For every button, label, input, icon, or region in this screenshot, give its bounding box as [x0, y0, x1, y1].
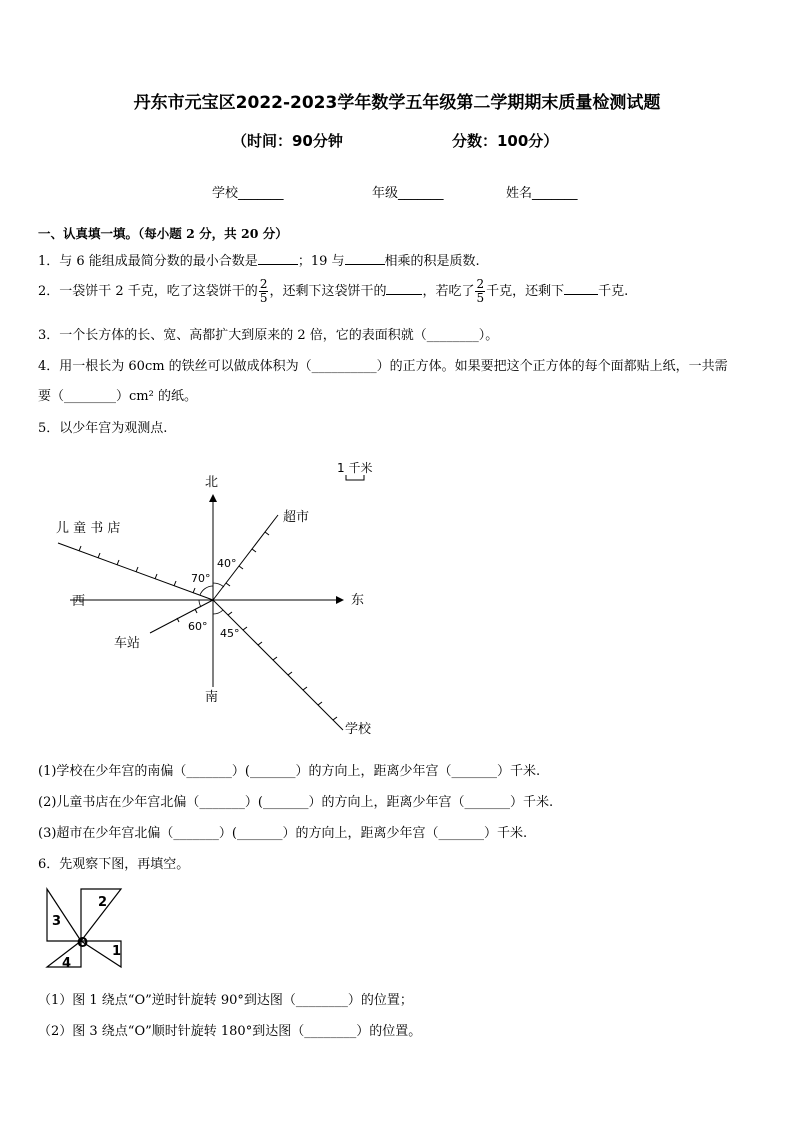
q1-text-c: 相乘的积是质数.: [384, 254, 480, 269]
question-5-3: (3)超市在少年宫北偏（_______）(_______）的方向上，距离少年宫（_______）千米.: [38, 826, 528, 841]
arc-70: [200, 586, 213, 595]
q1-text-a: 1．与 6 能组成最简分数的最小合数是: [38, 254, 258, 269]
bookstore-label: 儿 童 书 店: [56, 521, 121, 536]
q2-text-c: ，若吃了: [422, 284, 475, 299]
exam-score: 分数：100分）: [452, 132, 559, 150]
question-6-1: （1）图 1 绕点“O”逆时针旋转 90°到达图（________）的位置；: [38, 993, 413, 1008]
arc-45: [213, 610, 223, 614]
label-3: 3: [52, 914, 62, 929]
question-1: [38, 250, 480, 269]
south-label: 南: [205, 690, 219, 705]
bookstore-ray: [58, 543, 213, 600]
center-o-label: O: [77, 936, 89, 951]
west-label: 西: [72, 594, 86, 609]
question-3: 3．一个长方体的长、宽、高都扩大到原来的 2 倍，它的表面积就（________）。: [38, 328, 499, 343]
label-4: 4: [62, 956, 72, 971]
question-5-1: (1)学校在少年宫的南偏（_______）(_______）的方向上，距离少年宫（_______）千米.: [38, 764, 541, 779]
question-5: 5．以少年宫为观测点.: [38, 421, 168, 436]
angle-60-label: 60°: [188, 620, 208, 633]
east-label: 东: [351, 593, 365, 608]
direction-map: [40, 455, 400, 745]
question-6: 6．先观察下图，再填空。: [38, 857, 190, 872]
question-6-2: （2）图 3 绕点“O”顺时针旋转 180°到达图（________）的位置。: [38, 1024, 422, 1039]
exam-time: （时间：90分钟: [232, 132, 343, 150]
question-4-line-2: 要（________）cm² 的纸。: [38, 389, 197, 404]
q2-text-e: 千克.: [598, 284, 629, 299]
scale-bar: [346, 475, 364, 480]
angle-45-label: 45°: [220, 627, 240, 640]
grade-field[interactable]: 年级_______: [372, 186, 444, 201]
north-label: 北: [205, 475, 219, 490]
school-label: 学校: [345, 722, 372, 737]
supermarket-label: 超市: [283, 510, 310, 525]
label-2: 2: [98, 895, 108, 910]
arc-40: [213, 583, 224, 587]
scale-label: 1 千米: [337, 461, 373, 475]
q1-text-b: ；19 与: [297, 254, 345, 269]
section-heading: 一、认真填一填。（每小题 2 分，共 20 分）: [38, 226, 288, 241]
angle-40-label: 40°: [217, 557, 237, 570]
name-field[interactable]: 姓名_______: [506, 186, 578, 201]
q1-blank-2[interactable]: [345, 250, 385, 265]
page-title: 丹东市元宝区2022-2023学年数学五年级第二学期期末质量检测试题: [133, 93, 661, 113]
fraction-two-fifths: $\frac{2}{5}$: [259, 277, 268, 305]
school-ticks: [228, 612, 337, 720]
question-2: [38, 278, 628, 305]
label-1: 1: [112, 944, 122, 959]
arc-60: [199, 600, 201, 607]
school-field[interactable]: 学校_______: [212, 186, 284, 201]
school-ray: [213, 600, 343, 730]
bookstore-ticks: [79, 546, 195, 593]
fraction-two-fifths-kg: $\frac{2}{5}$: [476, 277, 485, 305]
q2-text-b: ，还剩下这袋饼干的: [269, 284, 387, 299]
pinwheel-figure: [40, 885, 130, 973]
q2-blank-2[interactable]: [564, 280, 598, 295]
q2-blank-1[interactable]: [386, 280, 422, 295]
question-5-2: (2)儿童书店在少年宫北偏（_______）(_______）的方向上，距离少年宫（_______）千米.: [38, 795, 554, 810]
q2-text-d: 千克，还剩下: [486, 284, 565, 299]
q1-blank-1[interactable]: [258, 250, 298, 265]
angle-70-label: 70°: [191, 572, 211, 585]
question-4-line-1: 4．用一根长为 60cm 的铁丝可以做成体积为（__________）的正方体。如果要把这个正方体的每个面都贴上纸，一共需: [38, 359, 728, 374]
q2-text-a: 2．一袋饼干 2 千克，吃了这袋饼干的: [38, 284, 258, 299]
station-label: 车站: [114, 636, 141, 651]
